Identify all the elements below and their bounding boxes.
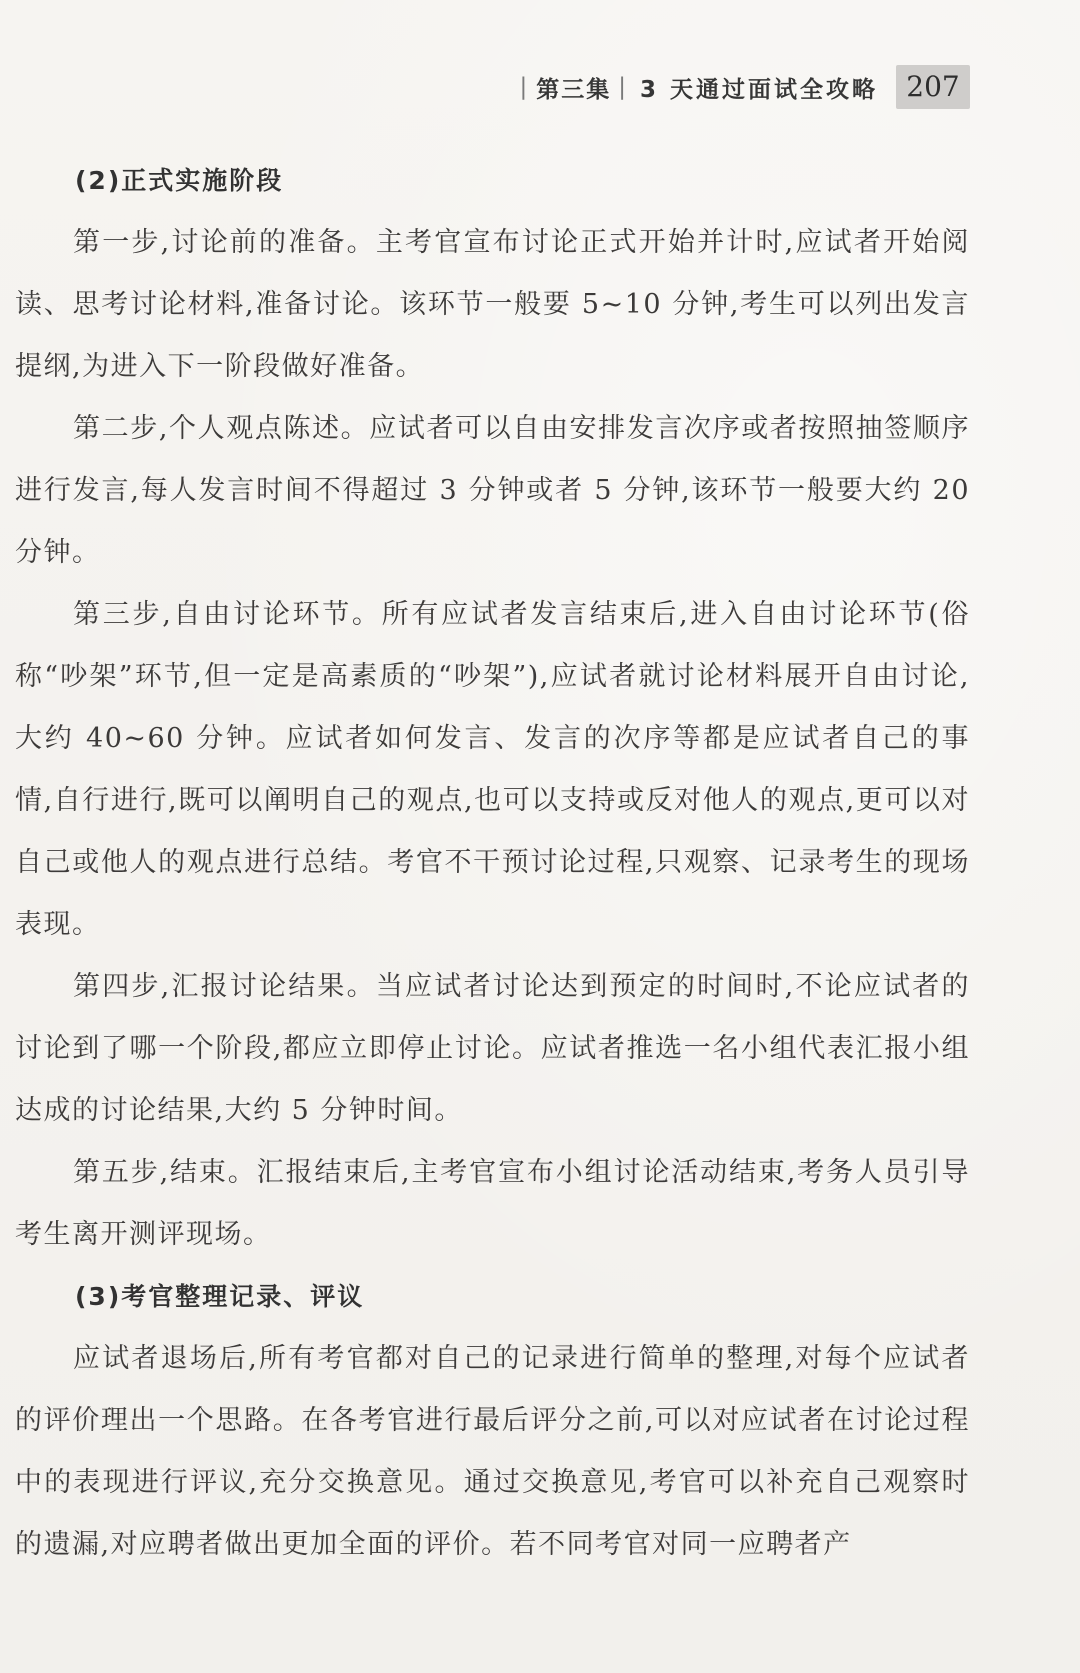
paragraph: 应试者退场后,所有考官都对自己的记录进行简单的整理,对每个应试者的评价理出一个思路。在各考官进行最后评分之前,可以对应试者在讨论过程中的表现进行评议,充分交换意见。通过交换意见,考官可以补充自己观察时的遗漏,对应聘者做出更加全面的评价。若不同考官对同一应聘者产 <box>15 1343 970 1560</box>
chapter-label: 第三集 <box>536 76 612 103</box>
paragraph: 第一步,讨论前的准备。主考官宣布讨论正式开始并计时,应试者开始阅读、思考讨论材料,准备讨论。该环节一般要 5~10 分钟,考生可以列出发言提纲,为进入下一阶段做好准备。 <box>15 227 970 382</box>
header-divider: | <box>519 74 530 100</box>
running-header <box>512 62 970 112</box>
header-divider: | <box>618 74 628 100</box>
section-heading: (3)考官整理记录、评议 <box>75 1282 365 1311</box>
chapter-title: 3 天通过面试全攻略 <box>639 76 878 103</box>
page-body <box>15 150 970 1576</box>
paragraph: 第四步,汇报讨论结果。当应试者讨论达到预定的时间时,不论应试者的讨论到了哪一个阶段,都应立即停止讨论。应试者推选一名小组代表汇报小组达成的讨论结果,大约 5 分钟时间。 <box>15 971 970 1126</box>
page-number: 207 <box>896 65 970 109</box>
paragraph: 第二步,个人观点陈述。应试者可以自由安排发言次序或者按照抽签顺序进行发言,每人发言时间不得超过 3 分钟或者 5 分钟,该环节一般要大约 20 分钟。 <box>15 413 970 568</box>
paragraph: 第五步,结束。汇报结束后,主考官宣布小组讨论活动结束,考务人员引导考生离开测评现场。 <box>15 1157 970 1250</box>
section-heading: (2)正式实施阶段 <box>75 166 284 195</box>
paragraph: 第三步,自由讨论环节。所有应试者发言结束后,进入自由讨论环节(俗称“吵架”环节,但一定是高素质的“吵架”),应试者就讨论材料展开自由讨论,大约 40~60 分钟。应试者如何发言、发言的次序等都是应试者自己的事情,自行进行,既可以阐明自己的观点,也可以支持或反对他人的观点,更可以对自己或他人的观点进行总结。考官不干预讨论过程,只观察、记录考生的现场表现。 <box>15 599 970 940</box>
